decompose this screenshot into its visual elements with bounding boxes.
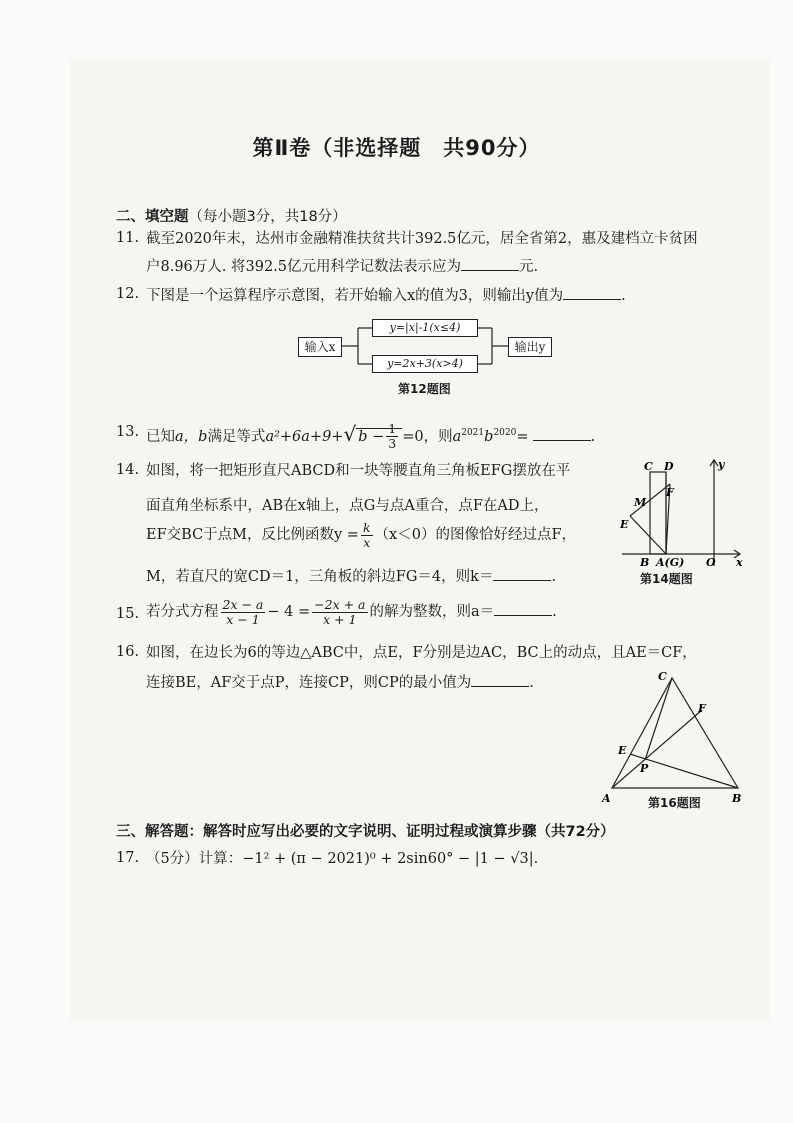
flow-top-box: y=|x|-1(x≤4) — [372, 319, 478, 337]
fig16-label-a: A — [602, 792, 611, 805]
fig16-label-f: F — [698, 702, 706, 715]
q14-line4-text: M，若直尺的宽CD＝1，三角板的斜边FG＝4，则k＝ — [146, 569, 494, 585]
fig14-label-y: y — [718, 458, 725, 471]
q14-frac-x: x — [363, 534, 371, 550]
q12-end: . — [621, 288, 626, 304]
q14-answer-blank[interactable] — [493, 566, 551, 581]
q13-fraction — [386, 422, 398, 451]
q13-exp-2020: 2020 — [493, 428, 517, 438]
q15-fraction-1 — [221, 598, 266, 627]
q14-line2: 面直角坐标系中，AB在x轴上，点G与点A重合，点F在AD上， — [146, 498, 549, 514]
q16-answer-blank[interactable] — [471, 672, 529, 687]
fig16-label-e: E — [618, 744, 627, 757]
q15-lead: 若分式方程 — [146, 604, 219, 620]
q13-end: . — [590, 428, 596, 445]
fig14-label-x: x — [736, 556, 743, 568]
fig14-label-m: M — [634, 496, 647, 509]
q16-line1: 如图，在边长为6的等边△ABC中，点E，F分别是边AC，BC上的动点，且AE＝CF， — [146, 645, 697, 661]
q17-text: （5分）计算：−1² + (π − 2021)⁰ + 2sin60° − |1 − √3|. — [146, 851, 539, 867]
q16-number: 16. — [116, 644, 140, 660]
q13-answer-blank[interactable] — [533, 426, 591, 441]
q15-f1-den: x − 1 — [226, 611, 260, 627]
q15-text — [146, 596, 557, 628]
q12-figure-caption: 第12题图 — [398, 382, 451, 396]
q13-frac-den: 3 — [388, 436, 397, 452]
flow-output-box: 输出y — [508, 337, 552, 357]
fig14-label-d: D — [664, 460, 674, 473]
q13-radicand — [356, 421, 402, 452]
q14-frac-k: k — [362, 519, 371, 535]
fig14-label-f: F — [666, 486, 674, 499]
q16-line2-text: 连接BE，AF交于点P，连接CP，则CP的最小值为 — [146, 675, 472, 691]
section-2-note: （每小题3分，共18分） — [188, 209, 347, 225]
q15-fraction-2 — [312, 598, 367, 627]
q16-figure — [600, 668, 750, 808]
q15-f2-num: −2x + a — [314, 596, 366, 612]
page-title: 第Ⅱ卷（非选择题 共90分） — [252, 136, 541, 160]
q14-figure — [618, 456, 748, 568]
fig14-label-ag: A(G) — [656, 556, 685, 568]
section-2-heading — [116, 205, 347, 226]
q11-answer-blank[interactable] — [461, 256, 519, 271]
q14-end: . — [551, 569, 557, 585]
fig14-label-e: E — [620, 518, 629, 531]
q13-frac-num: 1 — [388, 421, 397, 437]
q13-pow-a: a — [452, 428, 462, 445]
section-3-heading: 三、解答题：解答时应写出必要的文字说明、证明过程或演算步骤（共72分） — [116, 824, 615, 840]
q14-line1: 如图，将一把矩形直尺ABCD和一块等腰直角三角板EFG摆放在平 — [146, 463, 571, 479]
q14-line4 — [146, 566, 556, 587]
section-2-title: 二、填空题 — [116, 209, 189, 225]
q15-mid: − 4 = — [267, 604, 311, 620]
q16-figure-caption: 第16题图 — [648, 796, 701, 810]
q14-figure-caption: 第14题图 — [640, 572, 693, 586]
q15-answer-blank[interactable] — [494, 601, 552, 616]
q15-f2-den: x + 1 — [323, 611, 357, 627]
q12-question: 下图是一个运算程序示意图，若开始输入x的值为3，则输出y值为 — [146, 288, 564, 304]
q15-f1-num: 2x − a — [222, 596, 264, 612]
fig14-label-b: B — [640, 556, 650, 568]
q11-line2-text: 户8.96万人. 将392.5亿元用科学记数法表示应为 — [146, 259, 462, 275]
q13-pow-b: b — [484, 428, 494, 445]
q13-number: 13. — [116, 424, 140, 440]
fig16-label-p: P — [640, 762, 649, 775]
fig16-label-c: C — [658, 670, 667, 683]
q12-text — [146, 285, 626, 306]
q14-line3-start: EF交BC于点M，反比例函数y = — [146, 527, 359, 543]
fig16-label-b: B — [732, 792, 742, 805]
q13-condition: 满足等式 — [207, 428, 266, 445]
q11-number: 11. — [116, 230, 140, 246]
q14-number: 14. — [116, 462, 140, 478]
q11-line2 — [146, 256, 538, 277]
q11-unit: 元. — [519, 259, 539, 275]
q13-text — [146, 417, 595, 453]
q13-eq: = — [516, 428, 529, 445]
q11-line1: 截至2020年末，达州市金融精准扶贫共计392.5亿元，居全省第2，惠及建档立卡贫困 — [146, 231, 698, 247]
q12-answer-blank[interactable] — [563, 285, 621, 300]
q15-number: 15. — [116, 606, 140, 622]
sqrt-symbol-icon: √ — [343, 421, 357, 446]
q13-vars: a，b — [175, 428, 208, 445]
q12-number: 12. — [116, 286, 140, 302]
q15-tail: 的解为整数，则a＝ — [369, 604, 495, 620]
fig14-label-c: C — [644, 460, 653, 473]
q14-line3-end: （x＜0）的图像恰好经过点F， — [374, 527, 577, 543]
q13-lead: 已知 — [146, 428, 175, 445]
flow-bottom-box: y=2x+3(x>4) — [372, 355, 478, 373]
q15-end: . — [552, 604, 557, 620]
q16-line2 — [146, 672, 534, 693]
q13-expression: a²+6a+9+ — [265, 428, 344, 445]
q13-eq0: =0，则 — [402, 428, 453, 445]
q14-fraction — [361, 521, 373, 550]
q13-radicand-b: b − — [358, 428, 385, 445]
flow-input-box: 输入x — [298, 337, 342, 357]
fig14-label-o: O — [706, 556, 716, 568]
q17-number: 17. — [116, 850, 140, 866]
q16-end: . — [529, 675, 534, 691]
q13-exp-2021: 2021 — [461, 428, 485, 438]
q14-line3 — [146, 520, 576, 550]
